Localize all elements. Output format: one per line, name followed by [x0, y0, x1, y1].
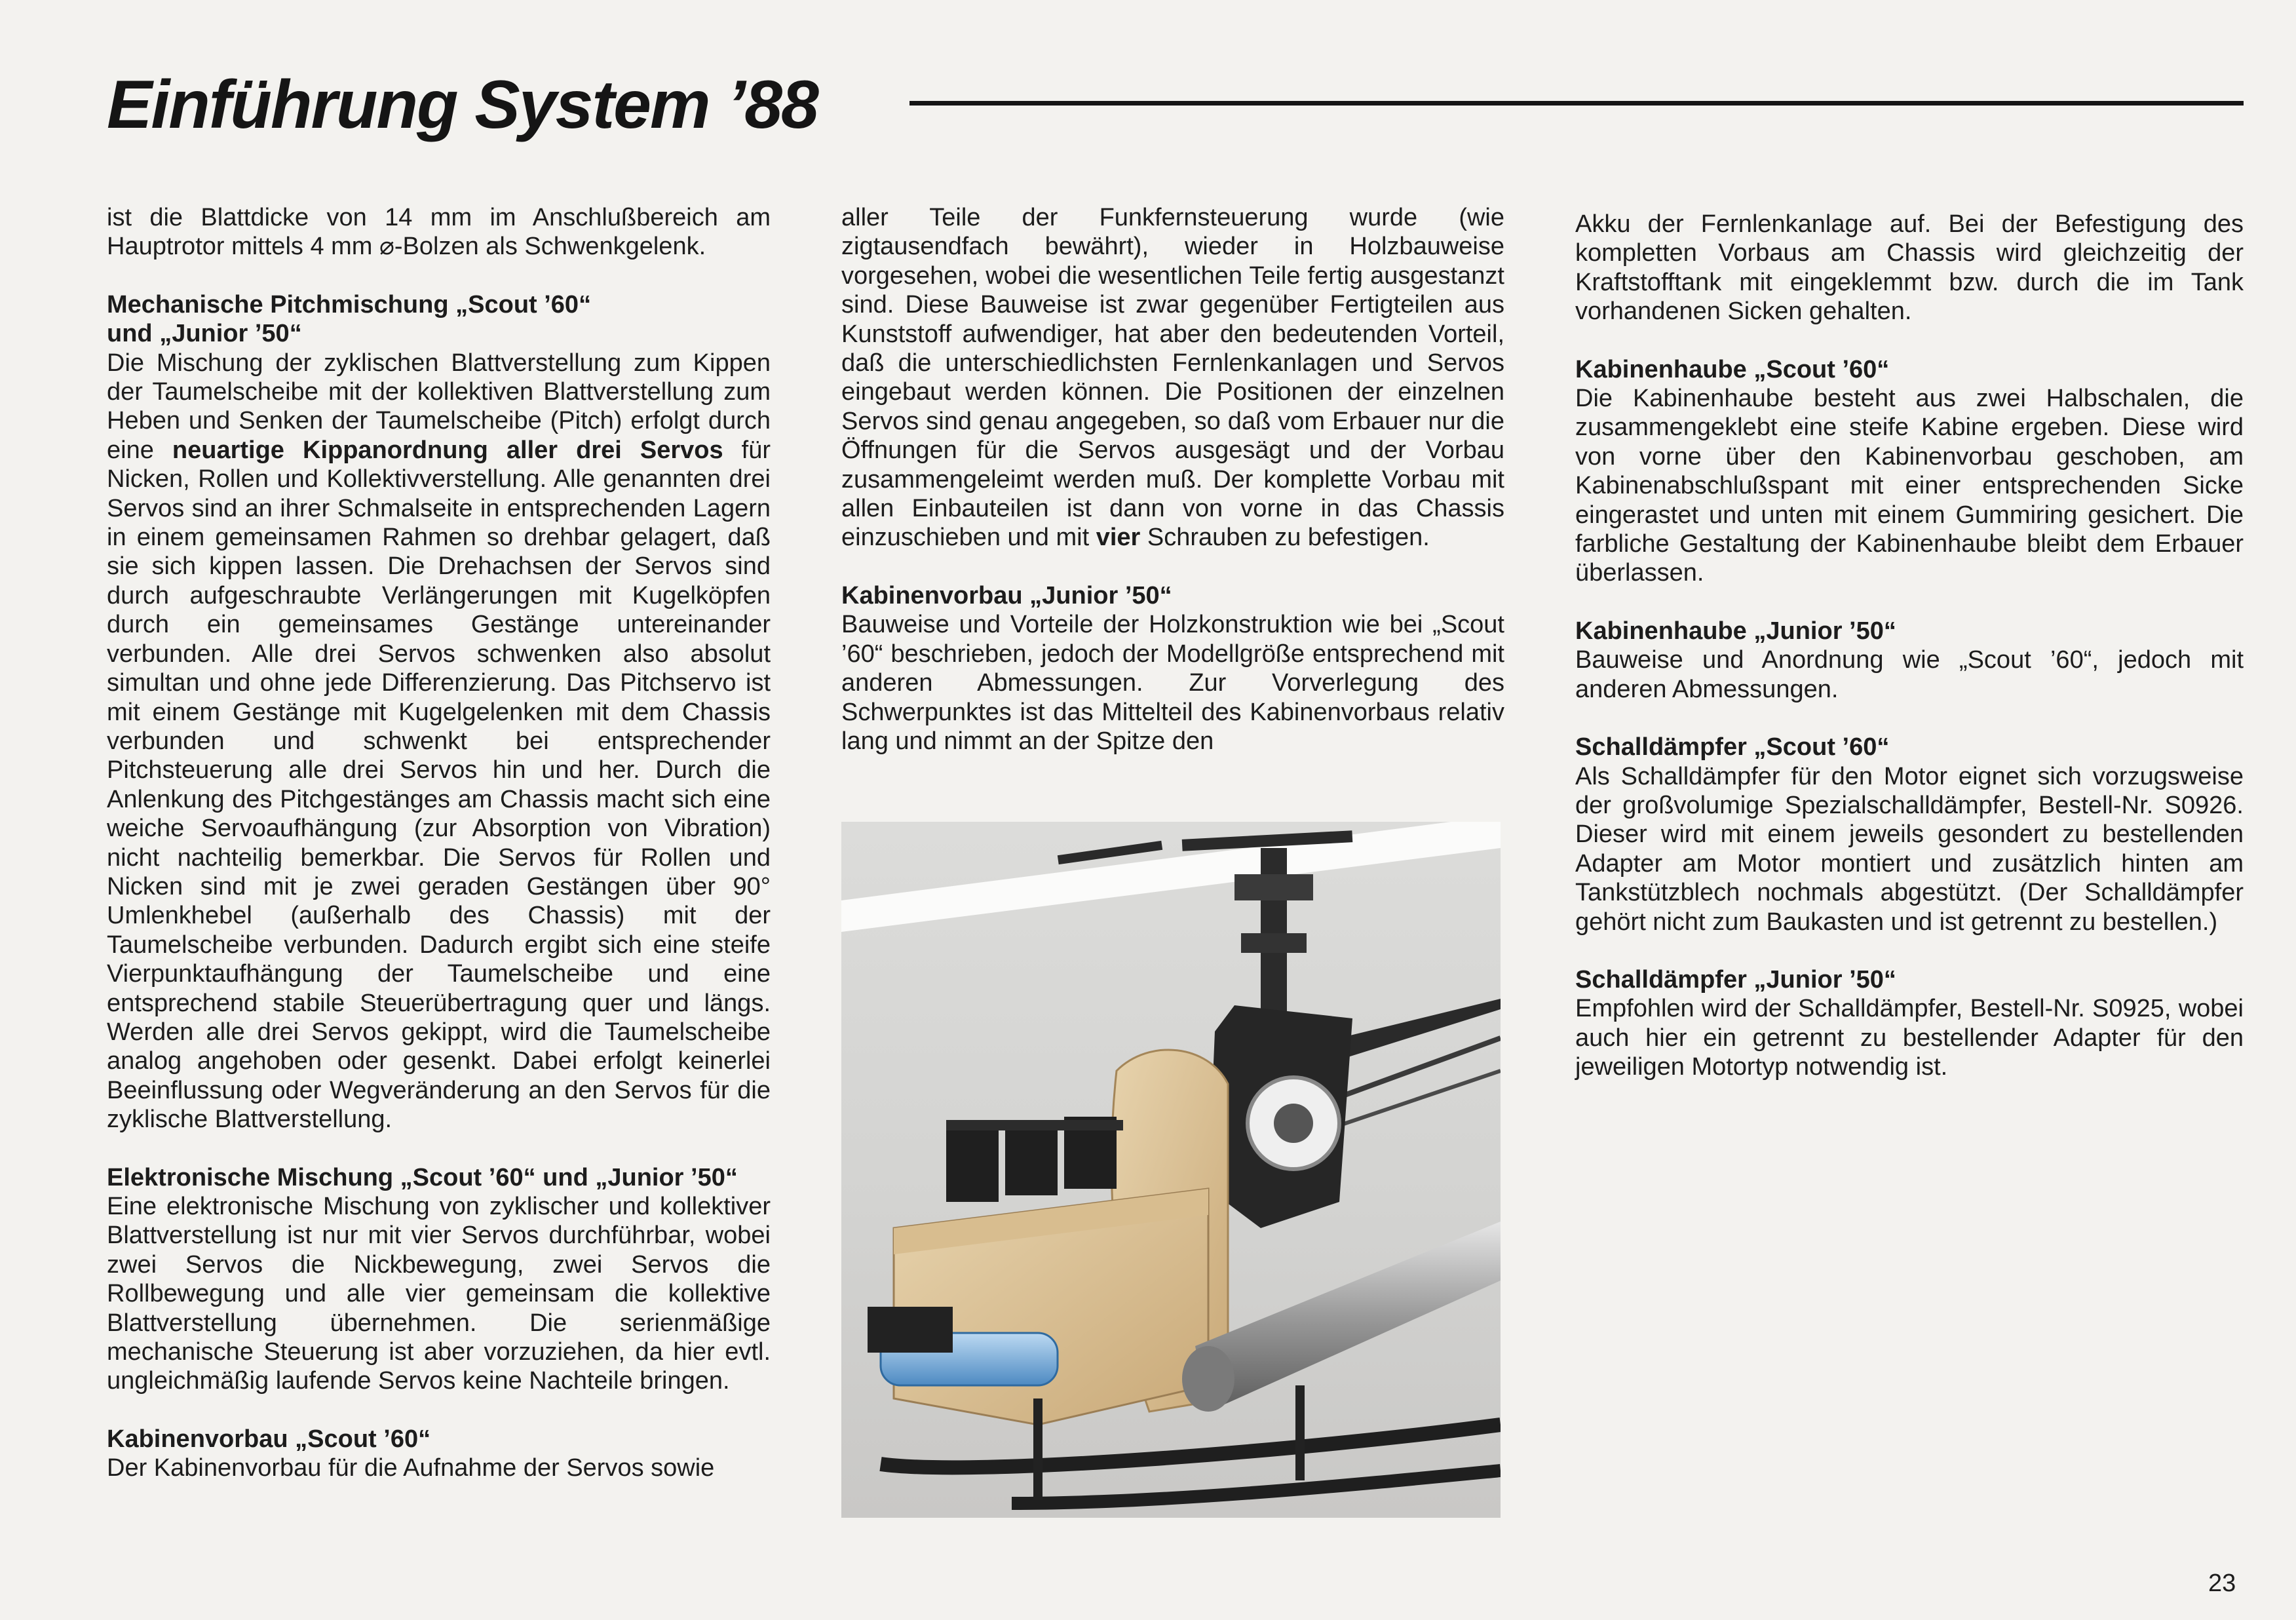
text-run: aller Teile der Funkfernsteuerung wurde (wie zigtausendfach bewährt), wieder in Holzbauweise vorgesehen, wobei die wesentlichen Teile fertig ausgestanzt sind. Diese Bauweise ist zwar gegenüber Fertigteilen aus Kunststoff aufwendiger, hat aber den bedeutenden Vorteil, daß die unterschiedlichsten Fernlenkanlagen und Servos eingebaut werden können. Die Positionen der einzelnen Servos sind genau angegeben, so daß vom Erbauer nur die Öffnungen für die Servos ausgesägt und der Vorbau zusammengeleimt werden muß. Der komplette Vorbau mit allen Einbauteilen ist dann von vorne in das Chassis einzuschieben und mit	[841, 204, 1504, 552]
section-schalldaempfer-junior	[1575, 965, 2244, 1082]
section-mechanische-pitchmischung	[107, 290, 771, 1134]
section-kabinenvorbau-junior	[841, 581, 1504, 756]
section-paragraph: Bauweise und Vorteile der Holzkonstruktion wie bei „Scout ’60“ beschrieben, jedoch der Modellgröße entsprechend mit anderen Abmessungen. Zur Vorverlegung des Schwerpunktes ist das Mittelteil des Kabinenvorbaus relativ lang und nimmt an der Spitze den	[841, 611, 1504, 755]
section-paragraph: Bauweise und Anordnung wie „Scout ’60“, jedoch mit anderen Abmessungen.	[1575, 646, 2244, 703]
section-heading: Elektronische Mischung „Scout ’60“ und „Junior ’50“	[107, 1163, 738, 1191]
text-column-3	[1575, 210, 2244, 1082]
helicopter-illustration	[841, 822, 1501, 1518]
intro-paragraph: ist die Blattdicke von 14 mm im Anschlußbereich am Hauptrotor mittels 4 mm ⌀-Bolzen als Schwenkgelenk.	[107, 204, 771, 261]
section-paragraph: Als Schalldämpfer für den Motor eignet sich vorzugsweise der großvolumige Spezialschalldämpfer, Bestell-Nr. S0926. Dieser wird mit einem jeweils gesondert zu bestellenden Adapter am Motor montiert und zusätzlich hinten am Tankstützblech nochmals abgestützt. (Der Schalldämpfer gehört nicht zum Baukasten und ist getrennt zu bestellen.)	[1575, 762, 2244, 936]
text-run: für Nicken, Rollen und Kollektivverstellung. Alle genannten drei Servos sind an ihrer Schmalseite in entsprechenden Lagern in einem gemeinsamen Rahmen so drehbar gelagert, daß sie sich kippen lassen. Die Drehachsen der Servos sind durch aufgeschraubte Verlängerungen mit Kugelköpfen durch ein gemeinsames Gestänge untereinander verbunden. Alle drei Servos schwenken also absolut simultan und ohne jede Differenzierung. Das Pitchservo ist mit einem Gestänge mit Kugelgelenken mit dem Chassis verbunden und schwenkt bei entsprechender Pitchsteuerung alle drei Servos hin und her. Durch die Anlenkung des Pitchgestänges am Chassis macht sich eine weiche Servoaufhängung (zur Absorption von Vibration) nicht nachteilig bemerkbar. Die Servos für Rollen und Nicken sind mit je zwei geraden Gestängen über 90° Umlenkhebel (außerhalb des Chassis) mit der Taumelscheibe verbunden. Dadurch ergibt sich eine steife Vierpunktaufhängung der Taumelscheibe und eine entsprechend stabile Steuerübertragung quer und längs. Werden alle drei Servos gekippt, wird die Taumelscheibe analog angehoben oder gesenkt. Dabei erfolgt keinerlei Beeinflussung oder Wegveränderung an den Servos für die zyklische Blattverstellung.	[107, 436, 771, 1134]
section-heading: Schalldämpfer „Junior ’50“	[1575, 965, 1896, 993]
text-column-2	[841, 203, 1504, 756]
continued-paragraph: Akku der Fernlenkanlage auf. Bei der Befestigung des kompletten Vorbaus am Chassis wird gleichzeitig der Kraftstofftank mit eingeklemmt bzw. durch die im Tank vorhandenen Sicken gehalten.	[1575, 210, 2244, 326]
section-kabinenhaube-junior	[1575, 617, 2244, 704]
section-paragraph: Eine elektronische Mischung von zyklischer und kollektiver Blattverstellung ist nur mit vier Servos durchführbar, wobei zwei Servos die Nickbewegung, zwei Servos die Rollbewegung und alle vier gemeinsam die kollektive Blattverstellung übernehmen. Die serienmäßige mechanische Steuerung ist aber vorzuziehen, da hier evtl. ungleichmäßig laufende Servos keine Nachteile bringen.	[107, 1193, 771, 1395]
section-heading: Kabinenvorbau „Junior ’50“	[841, 581, 1172, 609]
section-paragraph: Empfohlen wird der Schalldämpfer, Bestell-Nr. S0925, wobei auch hier ein getrennt zu bestellender Adapter für den jeweiligen Motortyp notwendig ist.	[1575, 995, 2244, 1081]
bold-run: vier	[1096, 524, 1141, 552]
page-title: Einführung System ’88	[107, 67, 818, 143]
heading-line: Mechanische Pitchmischung „Scout ’60“	[107, 290, 592, 318]
continued-paragraph	[841, 203, 1504, 552]
bold-run: neuartige Kippanordnung aller drei Servos	[172, 436, 723, 464]
title-rule	[909, 101, 2244, 106]
section-kabinenhaube-scout	[1575, 355, 2244, 588]
text-run: Schrauben zu befestigen.	[1140, 524, 1430, 552]
section-heading: Kabinenhaube „Scout ’60“	[1575, 355, 1890, 383]
page-number: 23	[2208, 1570, 2236, 1597]
section-kabinenvorbau-scout	[107, 1425, 771, 1483]
section-paragraph	[107, 349, 771, 1134]
section-heading: Schalldämpfer „Scout ’60“	[1575, 733, 1890, 762]
section-heading: Kabinenvorbau „Scout ’60“	[107, 1425, 431, 1453]
text-column-1	[107, 203, 771, 1483]
section-elektronische-mischung	[107, 1163, 771, 1396]
section-heading	[107, 290, 771, 349]
section-paragraph: Der Kabinenvorbau für die Aufnahme der Servos sowie	[107, 1454, 715, 1482]
heading-line: und „Junior ’50“	[107, 320, 302, 348]
section-heading: Kabinenhaube „Junior ’50“	[1575, 617, 1896, 645]
text-run: Die Mischung der zyklischen Blattverstellung zum Kippen der Taumelscheibe mit der kollektiven Blattverstellung zum Heben und Senken der Taumelscheibe (Pitch) erfolgt durch eine	[107, 349, 771, 464]
section-schalldaempfer-scout	[1575, 733, 2244, 936]
section-paragraph: Die Kabinenhaube besteht aus zwei Halbschalen, die zusammengeklebt eine steife Kabine ergeben. Diese wird von vorne über den Kabinenvorbau geschoben, am Kabinenabschlußspant mit einer entsprechenden Sicke eingerastet und unten mit einem Gummiring gesichert. Die farbliche Gestaltung der Kabinenhaube bleibt dem Erbauer überlassen.	[1575, 385, 2244, 587]
helicopter-photo	[841, 822, 1501, 1518]
